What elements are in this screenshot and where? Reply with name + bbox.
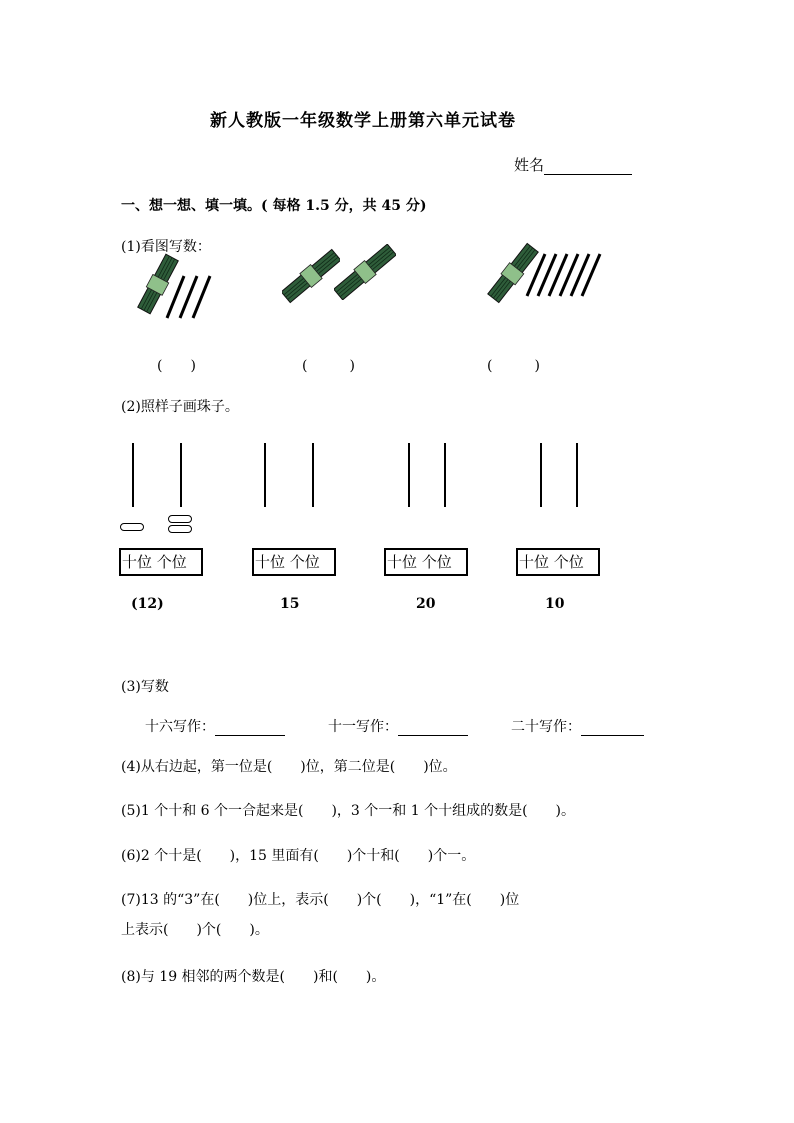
abacus-number-3: 20 — [416, 596, 436, 612]
abacus-number-2: 15 — [280, 596, 300, 612]
abacus-bead — [168, 515, 192, 523]
abacus-bead — [120, 523, 144, 531]
place-value-box: 十位 个位 — [384, 548, 468, 576]
q3-item-label: 十六写作： — [145, 719, 215, 735]
single-sticks-icon — [164, 274, 220, 322]
q3-item-label: 十一写作： — [328, 719, 398, 735]
abacus-rod-ones — [444, 443, 446, 507]
q1-blank-1[interactable]: ( ) — [157, 358, 196, 374]
name-field — [514, 154, 632, 175]
abacus-rod-ones — [576, 443, 578, 507]
q7-text-line2: 上表示( )个( )。 — [121, 922, 269, 938]
abacus-number-1: (12) — [131, 596, 164, 612]
place-value-box: 十位 个位 — [252, 548, 336, 576]
q1-label: (1)看图写数： — [121, 239, 211, 255]
q1-blank-3[interactable]: ( ) — [487, 358, 540, 374]
q8-text: (8)与 19 相邻的两个数是( )和( )。 — [121, 969, 386, 985]
abacus-rod-tens — [264, 443, 266, 507]
stick-bundle-icon — [334, 244, 396, 300]
abacus-bead — [168, 525, 192, 533]
q3-label: (3)写数 — [121, 679, 169, 695]
page-title: 新人教版一年级数学上册第六单元试卷 — [210, 111, 516, 131]
name-blank — [544, 160, 632, 175]
name-label: 姓名 — [514, 156, 545, 174]
abacus-rod-tens — [132, 443, 134, 507]
q6-text: (6)2 个十是( )，15 里面有( )个十和( )个一。 — [121, 848, 476, 864]
place-value-box: 十位 个位 — [119, 548, 203, 576]
q3-item-label: 二十写作： — [511, 719, 581, 735]
stick-bundle-icon — [282, 248, 340, 304]
abacus-rod-tens — [408, 443, 410, 507]
abacus-rod-ones — [312, 443, 314, 507]
q3-item-2 — [328, 716, 468, 736]
answer-blank[interactable] — [215, 721, 285, 736]
abacus-rod-tens — [540, 443, 542, 507]
q3-item-3 — [511, 716, 644, 736]
q1-blank-2[interactable]: ( ) — [302, 358, 355, 374]
single-sticks-icon — [523, 252, 607, 300]
place-value-box: 十位 个位 — [516, 548, 600, 576]
answer-blank[interactable] — [398, 721, 468, 736]
q4-text: (4)从右边起，第一位是( )位，第二位是( )位。 — [121, 759, 457, 775]
q5-text: (5)1 个十和 6 个一合起来是( )，3 个一和 1 个十组成的数是( )。 — [121, 803, 576, 819]
answer-blank[interactable] — [581, 721, 644, 736]
q3-item-1 — [145, 716, 285, 736]
abacus-rod-ones — [180, 443, 182, 507]
q7-text-line1: (7)13 的“3”在( )位上，表示( )个( )，“1”在( )位 — [121, 892, 520, 908]
abacus-number-4: 10 — [545, 596, 565, 612]
section1-heading: 一、想一想、填一填。( 每格 1.5 分，共 45 分) — [121, 198, 427, 214]
q2-label: (2)照样子画珠子。 — [121, 399, 239, 415]
